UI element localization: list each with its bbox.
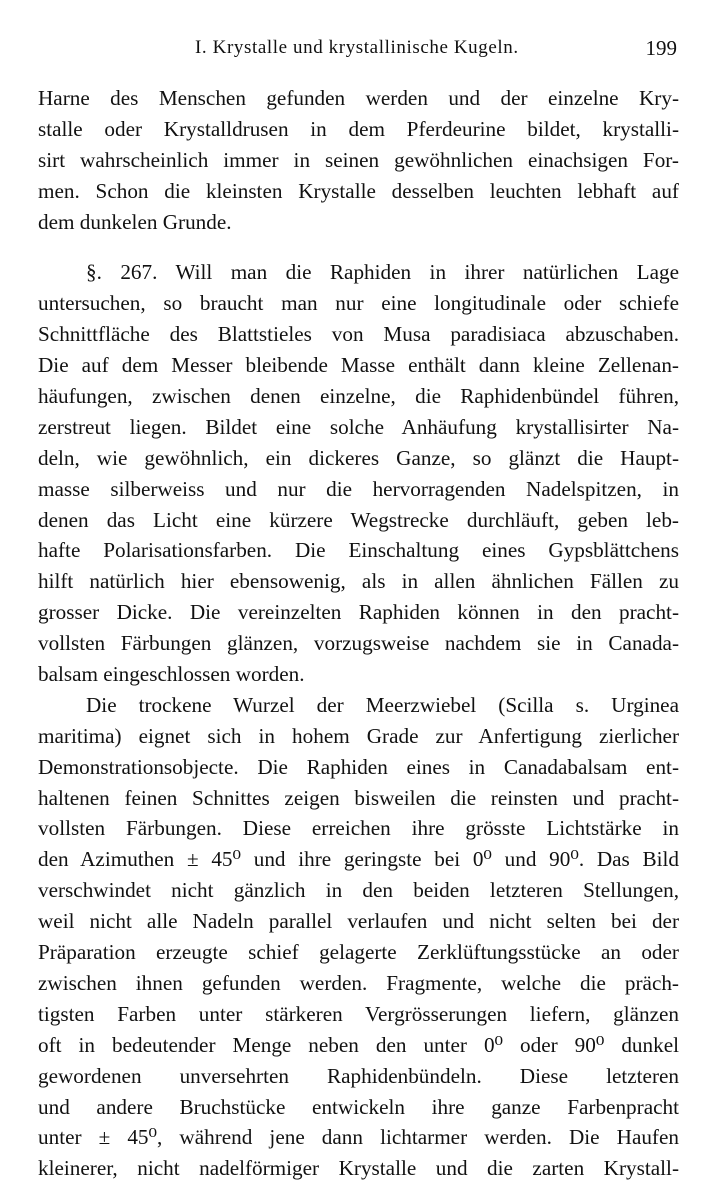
text-line: grosser Dicke. Die vereinzelten Raphiden können in den pracht- — [38, 600, 679, 625]
text-line: zwischen ihnen gefunden werden. Fragmente, welche die präch- — [38, 970, 679, 995]
text-line: verschwindet nicht gänzlich in den beiden letzteren Stellungen, — [38, 878, 679, 903]
text-line: Die auf dem Messer bleibende Masse enthält dann kleine Zellenan- — [38, 353, 679, 378]
text-line: unter ± 45⁰, während jene dann lichtarmer werden. Die Haufen — [38, 1125, 679, 1150]
text-line: gewordenen unversehrten Raphidenbündeln. Diese letzteren — [38, 1063, 679, 1088]
text-line: vollsten Färbungen glänzen, vorzugsweise nachdem sie in Canada- — [38, 631, 679, 656]
text-line: hafte Polarisationsfarben. Die Einschaltung eines Gypsblättchens — [38, 538, 679, 563]
text-line: vollsten Färbungen. Diese erreichen ihre grösste Lichtstärke in — [38, 816, 679, 841]
body-text — [38, 83, 679, 1184]
text-line: maritima) eignet sich in hohem Grade zur Anfertigung zierlicher — [38, 723, 679, 748]
text-line: Schnittfläche des Blattstieles von Musa paradisiaca abzuschaben. — [38, 322, 679, 347]
text-line: oft in bedeutender Menge neben den unter 0⁰ oder 90⁰ dunkel — [38, 1032, 679, 1057]
text-line: kleinerer, nicht nadelförmiger Krystalle und die zarten Krystall- — [38, 1156, 679, 1181]
text-line: stalle oder Krystalldrusen in dem Pferdeurine bildet, krystalli- — [38, 116, 679, 141]
text-line: tigsten Farben unter stärkeren Vergrösserungen liefern, glänzen — [38, 1001, 679, 1026]
text-line: weil nicht alle Nadeln parallel verlaufen und nicht selten bei der — [38, 909, 679, 934]
text-line: haltenen feinen Schnittes zeigen bisweilen die reinsten und pracht- — [38, 785, 679, 810]
text-line: zerstreut liegen. Bildet eine solche Anhäufung krystallisirter Na- — [38, 414, 679, 439]
paragraph-continuation — [38, 83, 679, 237]
text-line: deln, wie gewöhnlich, ein dickeres Ganze, so glänzt die Haupt- — [38, 445, 679, 470]
text-line: balsam eingeschlossen worden. — [38, 662, 305, 687]
text-line: häufungen, zwischen denen einzelne, die Raphidenbündel führen, — [38, 384, 679, 409]
text-line: men. Schon die kleinsten Krystalle desselben leuchten lebhaft auf — [38, 178, 679, 203]
text-line: und andere Bruchstücke entwickeln ihre ganze Farbenpracht — [38, 1094, 679, 1119]
text-line: hilft natürlich hier ebensowenig, als in allen ähnlichen Fällen zu — [38, 569, 679, 594]
text-line: Die trockene Wurzel der Meerzwiebel (Scilla s. Urginea — [86, 692, 679, 717]
text-line: Demonstrationsobjecte. Die Raphiden eines in Canadabalsam ent- — [38, 754, 679, 779]
text-line: den Azimuthen ± 45⁰ und ihre geringste bei 0⁰ und 90⁰. Das Bild — [38, 847, 679, 872]
paragraph-section-267 — [38, 257, 679, 689]
text-line: §. 267. Will man die Raphiden in ihrer natürlichen Lage — [86, 260, 679, 285]
running-title: I. Krystalle und krystallinische Kugeln. — [195, 37, 519, 58]
text-line: masse silberweiss und nur die hervorragenden Nadelspitzen, in — [38, 476, 679, 501]
section-gap — [38, 237, 679, 257]
page-header — [38, 35, 681, 61]
text-line: denen das Licht eine kürzere Wegstrecke durchläuft, geben leb- — [38, 507, 679, 532]
text-line: sirt wahrscheinlich immer in seinen gewöhnlichen einachsigen For- — [38, 147, 679, 172]
page-number: 199 — [645, 36, 677, 60]
text-line: untersuchen, so braucht man nur eine longitudinale oder schiefe — [38, 291, 679, 316]
text-line: dem dunkelen Grunde. — [38, 209, 232, 234]
paragraph-meerzwiebel — [38, 690, 679, 1184]
text-line: Präparation erzeugte schief gelagerte Zerklüftungsstücke an oder — [38, 940, 679, 965]
text-line: Harne des Menschen gefunden werden und der einzelne Kry- — [38, 86, 679, 110]
